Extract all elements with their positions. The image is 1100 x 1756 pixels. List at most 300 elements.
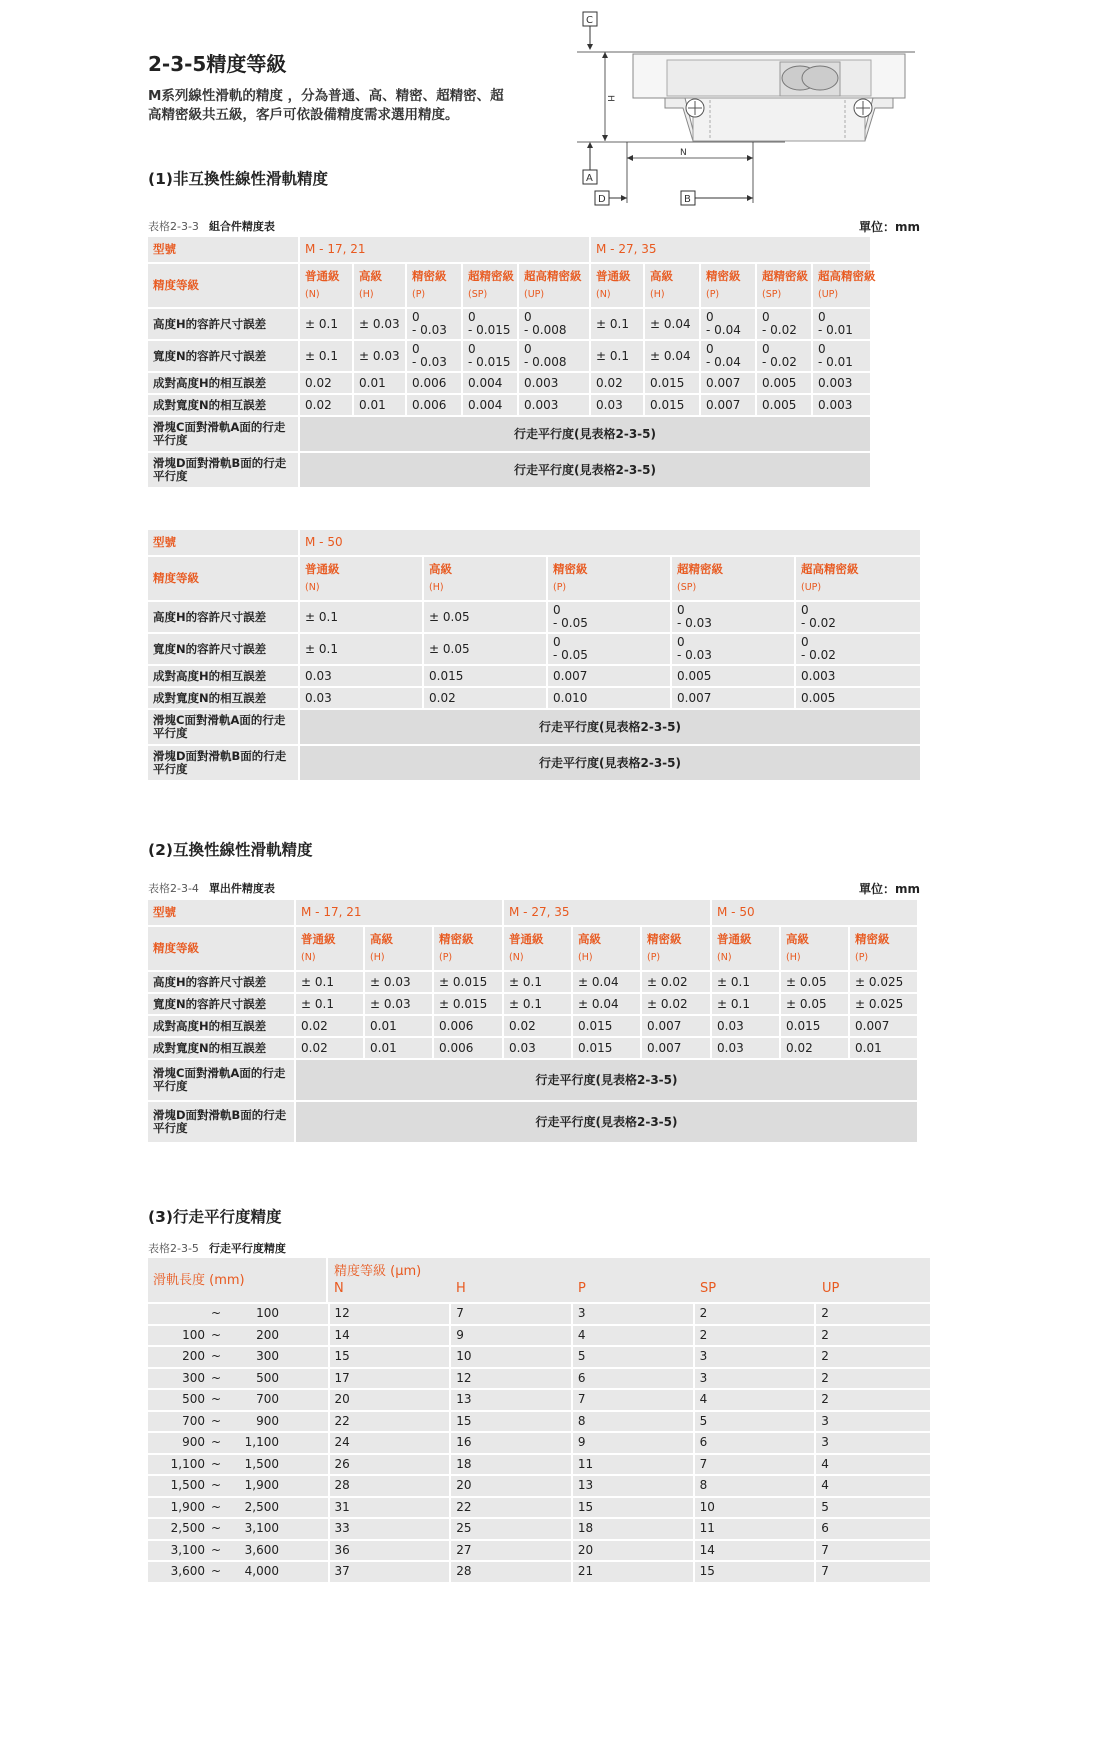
grade-header [850,927,917,970]
value-cell [850,994,917,1014]
value-text: ± 0.02 [647,996,688,1011]
range-sep: ~ [210,1349,222,1364]
value-cell [816,1412,930,1432]
value-cell [548,634,670,664]
rail-length-cell [148,1326,328,1346]
value-cell [504,994,571,1014]
note-text: 行走平行度(見表格2-3-5) [535,1072,678,1087]
value-text: 0 [706,342,714,356]
value-text: 17 [334,1370,350,1385]
value-cell [573,1390,693,1410]
value-text: - 0.02 [801,616,836,630]
grade-header [642,927,710,970]
rail-length-cell [148,1390,328,1410]
label-text: 寬度N的容許尺寸誤差 [153,641,267,656]
value-cell [300,341,352,371]
value-cell [781,1038,848,1058]
value-cell [573,1038,640,1058]
value-text: ± 0.1 [717,996,750,1011]
value-cell [591,395,643,415]
grade-col-header: P [578,1281,586,1296]
value-cell [816,1562,930,1582]
label-text: 成對寬度N的相互誤差 [153,690,267,705]
value-cell [695,1498,815,1518]
model-header [591,237,870,262]
value-cell [365,1038,432,1058]
value-cell [816,1326,930,1346]
value-cell [672,666,794,686]
value-text: 0 [762,310,770,324]
model-header [300,530,920,555]
value-cell [591,373,643,393]
value-text: ± 0.025 [855,974,904,989]
range-from: 300 [182,1370,205,1385]
range-sep: ~ [210,1435,222,1450]
value-text: - 0.008 [524,355,567,369]
value-cell [451,1455,571,1475]
grade-header [296,927,363,970]
value-cell [813,309,870,339]
table-2-3-3b [148,530,920,782]
value-cell [757,309,811,339]
range-sep: ~ [210,1392,222,1407]
range-to: 1,100 [244,1435,279,1450]
value-text: 6 [699,1435,708,1450]
value-text: 18 [456,1456,472,1471]
value-cell [757,395,811,415]
row-label-grade [148,927,294,970]
row-label-dn [148,395,298,415]
grade-group-label: 精度等級 (μm) [334,1264,422,1279]
value-text: 4 [821,1456,829,1471]
note-text: 行走平行度(見表格2-3-5) [539,755,681,770]
grade-header [300,264,352,307]
value-cell [296,1038,363,1058]
model-name: M - 27, 35 [509,905,570,919]
value-cell [591,309,643,339]
value-cell [695,1541,815,1561]
row-label-model [148,900,294,925]
value-text: 0.007 [706,375,741,390]
value-text: 4 [821,1478,829,1493]
grade-code: (SP) [468,289,488,300]
value-cell [296,1016,363,1036]
table-row [148,1038,920,1058]
table-2-3-3a [148,237,920,489]
value-text: - 0.01 [818,323,853,337]
parallelism-note [300,453,870,487]
value-cell [642,1016,710,1036]
grade-code: (UP) [818,289,839,300]
value-text: 0.007 [647,1040,682,1055]
grade-name: 普通級 [301,932,336,946]
value-cell [695,1347,815,1367]
value-text: 0.015 [786,1018,821,1033]
value-text: 5 [577,1349,586,1364]
grade-name: 超高精密級 [818,269,876,283]
grade-code: (N) [596,289,611,300]
value-cell [573,1455,693,1475]
value-text: ± 0.1 [509,974,542,989]
value-text: 0.03 [717,1018,744,1033]
value-cell [695,1519,815,1539]
range-sep: ~ [210,1413,222,1428]
value-text: ± 0.1 [305,641,338,656]
value-cell [573,972,640,992]
value-text: 0.015 [429,668,464,683]
value-text: - 0.02 [762,355,797,369]
value-cell [519,309,589,339]
page-title: 2-3-5精度等級 [148,52,287,76]
value-text: 0.005 [762,397,797,412]
label-text: 滑塊C面對滑軌A面的行走平行度 [153,420,286,447]
row-label-n [148,634,298,664]
value-text: 0.007 [677,690,712,705]
table-row [148,1541,930,1561]
range-sep: ~ [210,1327,222,1342]
value-cell [330,1369,450,1389]
value-text: 0 [468,342,476,356]
label-text: 精度等級 [153,278,199,292]
value-text: 0.01 [359,397,386,412]
value-text: 2 [821,1370,829,1385]
label-text: 型號 [153,905,176,919]
value-cell [816,1347,930,1367]
grade-name: 精密級 [412,269,447,283]
value-text: 0.005 [801,690,836,705]
grade-col-header: H [456,1281,466,1296]
table-row [148,666,920,686]
value-text: 0 [818,310,826,324]
grade-code: (P) [553,582,567,593]
table-row [148,237,920,262]
table-row [148,688,920,708]
value-cell [463,341,517,371]
range-sep: ~ [210,1521,222,1536]
value-cell [504,1016,571,1036]
value-text: - 0.03 [677,648,712,662]
range-from: 1,500 [170,1478,205,1493]
grade-code: (UP) [524,289,545,300]
grade-header [645,264,699,307]
intro-text: M系列線性滑軌的精度 ，分為普通、高、精密、超精密、超高精密級共五級，客戶可依設備精度需求選用精度。 [148,88,504,123]
value-cell [451,1519,571,1539]
value-cell [504,972,571,992]
grade-name: 普通級 [717,932,752,946]
value-text: 0.007 [706,397,741,412]
value-text: 27 [456,1542,472,1557]
value-cell [695,1476,815,1496]
grade-name: 高級 [359,269,382,283]
value-text: ± 0.03 [370,974,411,989]
grade-code: (N) [509,952,524,963]
grade-code: (H) [429,582,444,593]
value-text: 2 [699,1327,708,1342]
label-text: 滑塊D面對滑軌B面的行走平行度 [153,456,287,483]
value-text: 11 [577,1456,594,1471]
grade-header [757,264,811,307]
value-text: ± 0.03 [359,316,400,331]
value-text: 0 [524,342,532,356]
value-cell [642,994,710,1014]
value-cell [330,1541,450,1561]
row-label-ca [148,1060,294,1100]
value-text: ± 0.05 [429,609,470,624]
value-text: 26 [334,1456,350,1471]
grade-name: 高級 [578,932,601,946]
value-cell [300,395,352,415]
row-label-n [148,994,294,1014]
value-text: 14 [334,1327,350,1342]
value-text: - 0.05 [553,648,588,662]
value-text: 0.010 [553,690,588,705]
value-cell [796,688,920,708]
range-from: 3,600 [170,1564,205,1579]
label-text: 型號 [153,242,176,256]
value-cell [330,1412,450,1432]
range-from: 900 [182,1435,205,1450]
value-cell [365,1016,432,1036]
value-text: - 0.02 [762,323,797,337]
value-text: 0.003 [801,668,836,683]
grade-header [365,927,432,970]
value-text: - 0.015 [468,355,511,369]
value-cell [330,1390,450,1410]
value-text: 0.015 [650,375,685,390]
row-label-dh [148,666,298,686]
value-text: 2 [821,1392,829,1407]
grade-name: 超高精密級 [801,562,859,576]
row-label-db [148,746,298,780]
value-text: 0.02 [786,1040,813,1055]
value-text: 22 [456,1499,472,1514]
row-label-model [148,237,298,262]
range-to: 2,500 [244,1499,279,1514]
row-label-h [148,602,298,632]
label-text: 成對高度H的相互誤差 [153,375,267,390]
table-2-3-4 [148,900,920,1144]
note-text: 行走平行度(見表格2-3-5) [535,1114,678,1129]
label-text: 型號 [153,535,176,549]
value-cell [816,1455,930,1475]
value-cell [434,1016,502,1036]
value-cell [451,1476,571,1496]
label-text: 精度等級 [153,571,199,585]
value-cell [645,341,699,371]
row-label-ca [148,417,298,451]
value-text: 0.02 [509,1018,536,1033]
value-text: 37 [334,1564,350,1579]
value-cell [816,1541,930,1561]
row-label-dn [148,1038,294,1058]
value-text: 6 [577,1370,586,1385]
table-row [148,1016,920,1036]
value-text: 0.02 [305,397,332,412]
value-cell [330,1476,450,1496]
model-header [296,900,502,925]
value-cell [451,1498,571,1518]
table-row [148,1369,930,1389]
value-cell [672,602,794,632]
value-text: 15 [699,1564,715,1579]
value-text: 25 [456,1521,472,1536]
value-text: 0 [412,310,420,324]
row-label-dn [148,688,298,708]
table-row [148,1102,920,1142]
grade-header [796,557,920,600]
value-text: ± 0.1 [509,996,542,1011]
value-text: 0.006 [412,397,447,412]
value-cell [645,373,699,393]
range-from: 3,100 [170,1542,205,1557]
model-name: M - 50 [305,535,343,549]
value-cell [451,1433,571,1453]
value-text: 2 [821,1327,829,1342]
grade-name: 高級 [786,932,809,946]
value-cell [573,1476,693,1496]
table-row [148,1390,930,1410]
rail-cross-section-diagram [575,8,920,208]
value-text: 20 [577,1542,594,1557]
value-cell [695,1326,815,1346]
grade-name: 精密級 [855,932,890,946]
model-name: M - 27, 35 [596,242,657,256]
value-text: 8 [699,1478,708,1493]
value-cell [816,1369,930,1389]
value-cell [816,1433,930,1453]
value-cell [463,309,517,339]
grade-name: 普通級 [596,269,631,283]
value-cell [407,395,461,415]
row-label-dh [148,373,298,393]
row-label-h [148,309,298,339]
grade-name: 精密級 [647,932,682,946]
parallelism-note [296,1102,917,1142]
value-cell [642,1038,710,1058]
value-text: ± 0.1 [301,974,334,989]
label-text: 寬度N的容許尺寸誤差 [153,348,267,363]
model-name: M - 17, 21 [305,242,366,256]
value-text: 8 [577,1413,586,1428]
range-to: 300 [256,1349,279,1364]
value-text: 4 [577,1327,586,1342]
grade-header [519,264,589,307]
value-cell [330,1498,450,1518]
grade-header [701,264,755,307]
value-text: 2 [699,1306,708,1321]
value-text: 3 [699,1370,708,1385]
grade-code: (H) [650,289,665,300]
model-header [712,900,917,925]
range-from: 700 [182,1413,205,1428]
value-text: ± 0.04 [650,348,691,363]
value-text: 0.02 [301,1018,328,1033]
grade-code: (H) [786,952,801,963]
grade-header [548,557,670,600]
label-text: 滑軌長度 (mm) [153,1272,245,1288]
value-cell [813,373,870,393]
table-row [148,1412,930,1432]
value-cell [424,602,546,632]
rail-length-cell [148,1476,328,1496]
value-cell [300,309,352,339]
value-text: - 0.015 [468,323,511,337]
range-to: 700 [256,1392,279,1407]
value-cell [451,1412,571,1432]
value-cell [463,373,517,393]
note-text: 行走平行度(見表格2-3-5) [514,426,656,441]
value-cell [330,1347,450,1367]
value-cell [330,1562,450,1582]
table-row [148,746,920,780]
value-text: 3 [577,1306,586,1321]
value-text: ± 0.025 [855,996,904,1011]
value-text: ± 0.03 [370,996,411,1011]
value-text: 0.007 [647,1018,682,1033]
table-row [148,994,920,1014]
value-cell [354,395,405,415]
table-row [148,1498,930,1518]
value-text: 12 [334,1306,350,1321]
table-row [148,530,920,555]
table-row [148,264,920,307]
row-label-n [148,341,298,371]
value-text: 0.01 [370,1040,397,1055]
value-cell [712,1016,779,1036]
grade-col-header: N [334,1281,344,1296]
value-cell [519,395,589,415]
table-row [148,1258,930,1302]
value-text: ± 0.05 [786,974,827,989]
table-row [148,1304,930,1324]
value-cell [434,994,502,1014]
value-cell [850,1016,917,1036]
grade-code: (P) [412,289,426,300]
grade-cols [328,1280,930,1297]
value-text: 3 [821,1413,829,1428]
row-label-dh [148,1016,294,1036]
label-text: 成對寬度N的相互誤差 [153,1040,267,1055]
value-text: 33 [334,1521,350,1536]
row-label-db [148,453,298,487]
value-text: 10 [456,1349,472,1364]
table-row [148,1455,930,1475]
value-cell [695,1455,815,1475]
value-text: 7 [699,1456,708,1471]
section2-heading: (2)互換性線性滑軌精度 [148,841,313,859]
value-cell [330,1455,450,1475]
value-text: ± 0.04 [578,996,619,1011]
value-cell [796,666,920,686]
table-row [148,1347,930,1367]
value-cell [424,666,546,686]
value-text: 15 [334,1349,350,1364]
value-cell [434,972,502,992]
range-sep: ~ [210,1499,222,1514]
value-text: 20 [456,1478,472,1493]
value-cell [504,1038,571,1058]
table-row [148,341,920,371]
value-text: ± 0.1 [305,316,338,331]
label-text: 滑塊D面對滑軌B面的行走平行度 [153,749,287,776]
value-text: 24 [334,1435,350,1450]
value-cell [642,972,710,992]
value-text: 3 [699,1349,708,1364]
range-sep: ~ [210,1478,222,1493]
table-row [148,1060,920,1100]
grade-name: 精密級 [439,932,474,946]
grade-code: (SP) [762,289,782,300]
